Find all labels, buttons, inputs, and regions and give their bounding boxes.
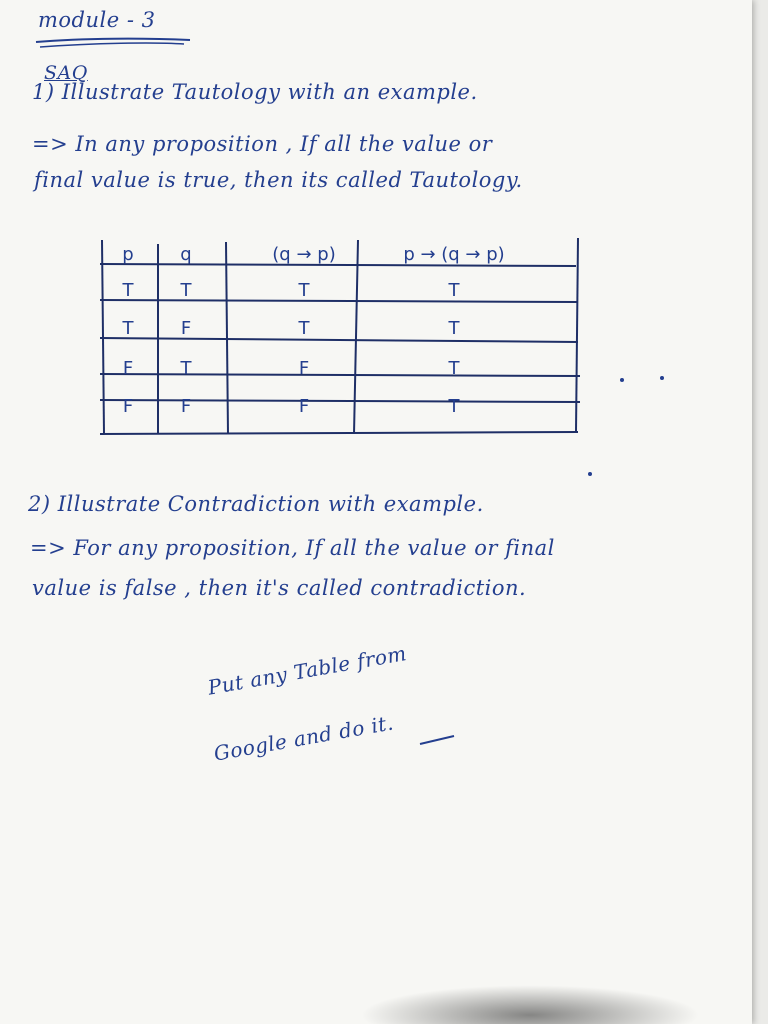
table-cell: F [122,358,134,379]
ink-dot [660,376,664,380]
note-line-1: Put any Table from [206,641,409,700]
photo-shadow [360,985,700,1024]
answer-1-line-2: final value is true, then its called Tautology. [34,168,523,192]
table-cell: T [298,280,310,301]
page-title: module - 3 [38,8,156,32]
table-cell: F [298,358,310,379]
table-cell: T [448,318,460,339]
answer-2-line-2: value is false , then it's called contradiction. [32,576,527,600]
table-cell: T [448,358,460,379]
title-underline [34,36,194,50]
table-cell: T [298,318,310,339]
table-cell: T [180,358,192,379]
truth-table [94,236,586,438]
note-line-2: Google and do it. [212,710,396,766]
table-header-q: q [180,244,192,265]
ink-dot [620,378,624,382]
table-cell: T [448,396,460,417]
table-header-q-implies-p: (q → p) [272,244,336,265]
table-cell: T [122,280,134,301]
truth-table-grid [94,236,586,438]
table-cell: T [122,318,134,339]
answer-2-line-1: => For any proposition, If all the value or final [30,536,555,560]
section-heading-saq: SAQ [44,62,88,84]
table-header-p-implies-q-implies-p: p → (q → p) [403,244,505,265]
table-header-p: p [122,244,134,265]
ink-dash-mark [418,730,458,750]
ink-dot [588,472,592,476]
table-cell: F [122,396,134,417]
answer-1-line-1: => In any proposition , If all the value or [32,132,493,156]
question-2: 2) Illustrate Contradiction with example. [28,492,484,516]
question-1: 1) Illustrate Tautology with an example. [32,80,478,104]
table-cell: T [448,280,460,301]
table-cell: F [180,318,192,339]
table-cell: T [180,280,192,301]
table-cell: F [298,396,310,417]
table-cell: F [180,396,192,417]
